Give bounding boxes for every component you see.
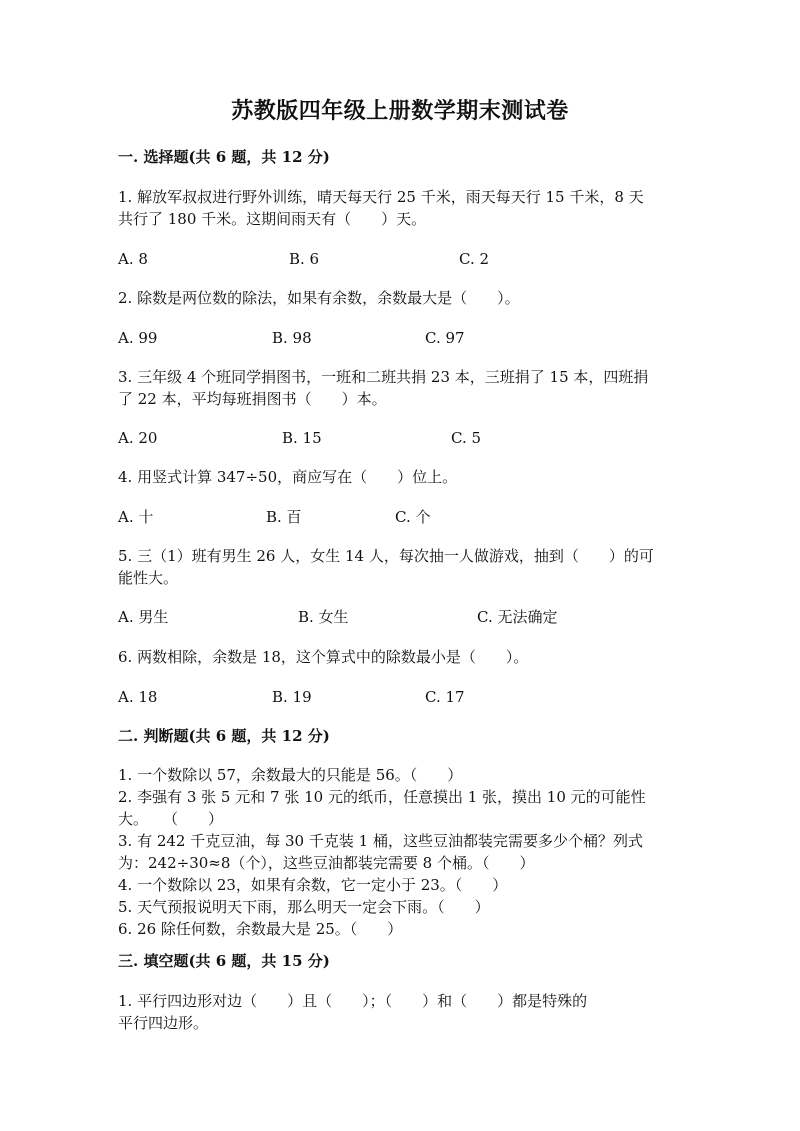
question-text: 共行了 180 千米。这期间雨天有（ ）天。	[118, 210, 427, 228]
section-heading-choice: 一. 选择题(共 6 题，共 12 分)	[118, 148, 330, 166]
option-b: B. 98	[272, 329, 312, 347]
judgment-line: 6. 26 除任何数，余数最大是 25。（ ）	[118, 920, 403, 938]
question-text: 平行四边形。	[118, 1014, 209, 1032]
option-b: B. 15	[282, 429, 322, 447]
option-c: C. 97	[425, 329, 465, 347]
question-4	[118, 466, 678, 488]
question-text: 4. 用竖式计算 347÷50，商应写在（ ）位上。	[118, 468, 458, 486]
question-text: 5. 三（1）班有男生 26 人，女生 14 人，每次抽一人做游戏，抽到（ ）的可	[118, 547, 654, 565]
option-b: B. 百	[266, 508, 302, 526]
question-3	[118, 366, 678, 410]
option-b: B. 6	[289, 250, 320, 268]
question-text: 了 22 本，平均每班捐图书（ ）本。	[118, 390, 387, 408]
question-2	[118, 287, 678, 309]
option-b: B. 女生	[298, 608, 349, 626]
judgment-line: 1. 一个数除以 57，余数最大的只能是 56。（ ）	[118, 766, 463, 784]
option-c: C. 17	[425, 688, 465, 706]
judgment-line: 2. 李强有 3 张 5 元和 7 张 10 元的纸币，任意摸出 1 张，摸出 10 元的可能性	[118, 788, 646, 806]
question-text: 6. 两数相除，余数是 18，这个算式中的除数最小是（ ）。	[118, 648, 529, 666]
question-5	[118, 545, 678, 589]
judgment-list	[118, 764, 678, 940]
question-text: 1. 解放军叔叔进行野外训练，晴天每天行 25 千米，雨天每天行 15 千米，8 天	[118, 188, 644, 206]
question-text: 能性大。	[118, 569, 179, 587]
judgment-line: 大。 （ ）	[118, 810, 224, 828]
option-c: C. 2	[459, 250, 490, 268]
section-heading-judgment: 二. 判断题(共 6 题，共 12 分)	[118, 727, 330, 745]
question-6	[118, 646, 678, 668]
option-a: A. 8	[118, 250, 148, 268]
option-a: A. 十	[118, 508, 154, 526]
section-heading-fill: 三. 填空题(共 6 题，共 15 分)	[118, 952, 330, 970]
option-a: A. 18	[118, 688, 158, 706]
fill-question-1	[118, 990, 678, 1034]
judgment-line: 4. 一个数除以 23，如果有余数，它一定小于 23。（ ）	[118, 876, 508, 894]
judgment-line: 5. 天气预报说明天下雨，那么明天一定会下雨。（ ）	[118, 898, 490, 916]
judgment-line: 3. 有 242 千克豆油，每 30 千克装 1 桶，这些豆油都装完需要多少个桶？列式	[118, 832, 643, 850]
question-1	[118, 186, 678, 230]
exam-title: 苏教版四年级上册数学期末测试卷	[231, 98, 569, 124]
option-a: A. 99	[118, 329, 158, 347]
option-a: A. 20	[118, 429, 158, 447]
question-text: 1. 平行四边形对边（ ）且（ ）；（ ）和（ ）都是特殊的	[118, 992, 588, 1010]
option-a: A. 男生	[118, 608, 169, 626]
option-b: B. 19	[272, 688, 312, 706]
judgment-line: 为：242÷30≈8（个），这些豆油都装完需要 8 个桶。（ ）	[118, 854, 535, 872]
question-text: 2. 除数是两位数的除法，如果有余数，余数最大是（ ）。	[118, 289, 520, 307]
question-text: 3. 三年级 4 个班同学捐图书，一班和二班共捐 23 本，三班捐了 15 本，四班捐	[118, 368, 649, 386]
option-c: C. 个	[395, 508, 431, 526]
option-c: C. 无法确定	[477, 608, 558, 626]
option-c: C. 5	[451, 429, 482, 447]
